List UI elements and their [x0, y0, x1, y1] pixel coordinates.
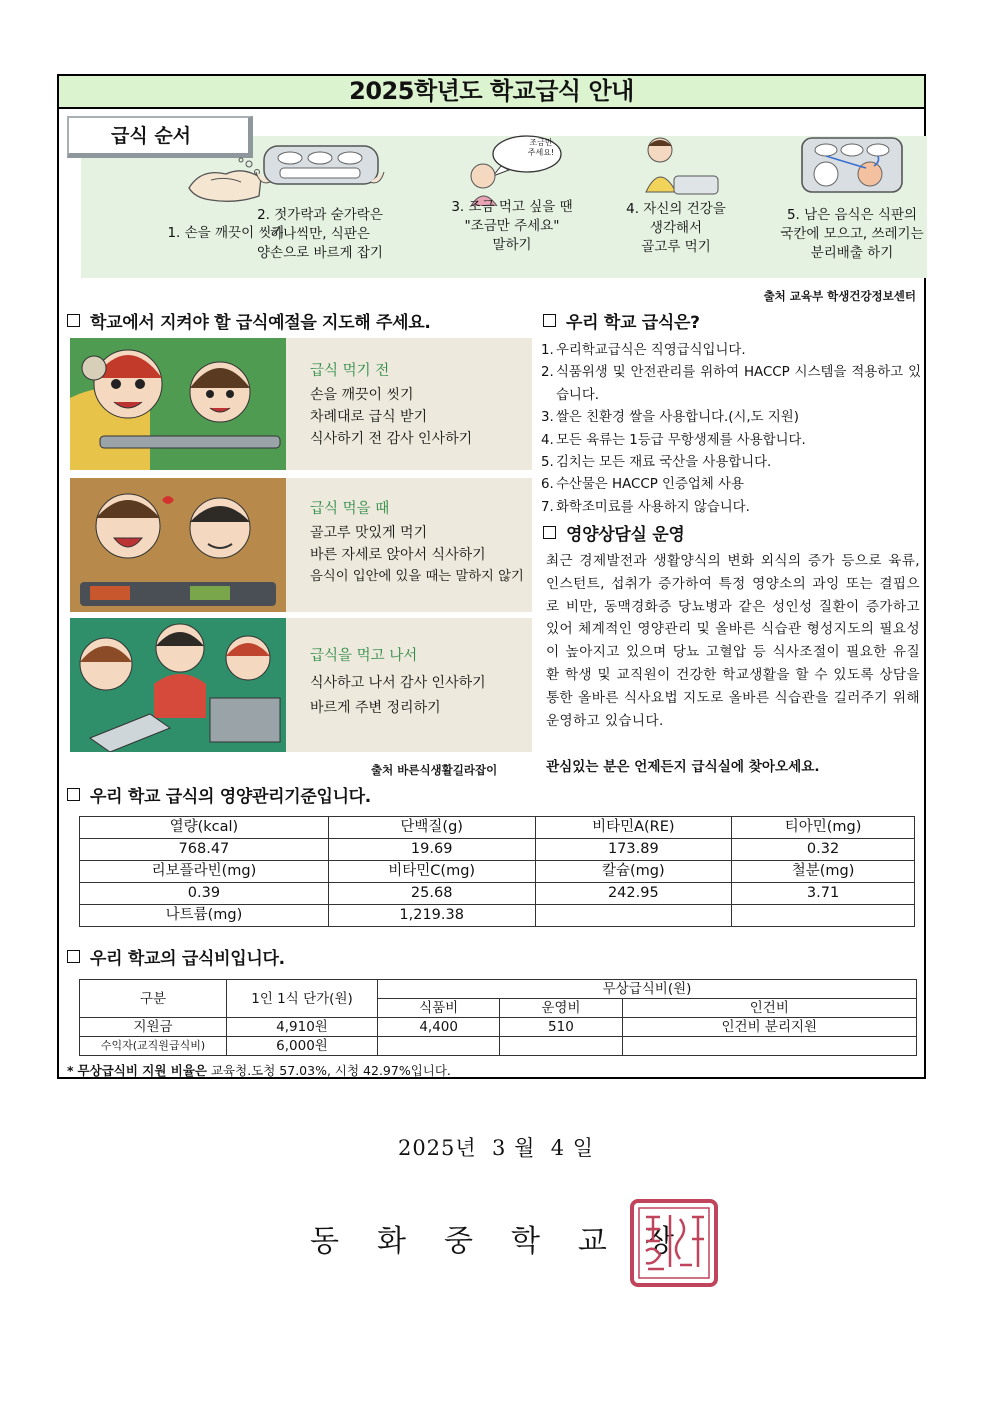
table-cell: 768.47	[80, 839, 329, 861]
table-cell: 0.32	[732, 839, 915, 861]
table-cell: 510	[500, 1018, 622, 1037]
table-cell: 인건비 분리지원	[622, 1018, 916, 1037]
table-cell	[622, 1037, 916, 1056]
table-row	[80, 1018, 917, 1037]
table-header: 식품비	[378, 999, 500, 1018]
counsel-footer: 관심있는 분은 언제든지 급식실에 찾아오세요.	[546, 759, 820, 775]
table-row	[80, 980, 917, 999]
table-row	[80, 905, 915, 927]
checkbox-square-icon	[543, 526, 556, 539]
table-header: 무상급식비(원)	[378, 980, 917, 999]
cost-heading: 우리 학교의 급식비입니다.	[67, 944, 285, 969]
etiquette-panel-before	[70, 338, 532, 470]
checkbox-square-icon	[543, 314, 556, 327]
nutrition-table	[79, 816, 915, 927]
table-cell: 1,219.38	[328, 905, 535, 927]
table-cell: 열량(kcal)	[80, 817, 329, 839]
order-step-5	[777, 134, 927, 263]
notice-frame	[57, 74, 926, 1079]
table-cell: 6,000원	[227, 1037, 378, 1056]
table-cell	[500, 1037, 622, 1056]
etiquette-during-title: 급식 먹을 때	[310, 501, 390, 517]
table-cell: 철분(mg)	[732, 861, 915, 883]
table-row	[80, 883, 915, 905]
table-cell: 3.71	[732, 883, 915, 905]
table-row	[80, 861, 915, 883]
school-seal-icon	[630, 1199, 718, 1287]
students-line-up-icon	[70, 338, 286, 470]
meal-order-heading: 급식 순서	[67, 116, 253, 158]
speech-bubble-text: 조금만 주세요!	[527, 138, 555, 157]
list-item: 3. 쌀은 친환경 쌀을 사용합니다.(시,도 지원)	[541, 410, 799, 426]
list-item: 4. 모든 육류는 1등급 무항생제를 사용합니다.	[541, 432, 806, 448]
order-step-5-text: 5. 남은 음식은 식판의 국칸에 모으고, 쓰레기는 분리배출 하기	[780, 207, 924, 261]
table-header: 인건비	[622, 999, 916, 1018]
table-row	[80, 817, 915, 839]
order-step-2-text: 2. 젓가락과 숟가락은 하나씩만, 식판은 양손으로 바르게 잡기	[257, 207, 383, 261]
tray-leftovers-icon	[792, 134, 912, 196]
etiquette-panel-after	[70, 618, 532, 752]
checkbox-square-icon	[67, 788, 80, 801]
list-item: 6. 수산물은 HACCP 인증업체 사용	[541, 477, 744, 493]
table-cell: 25.68	[328, 883, 535, 905]
etiquette-heading: 학교에서 지켜야 할 급식예절을 지도해 주세요.	[67, 308, 431, 333]
order-step-3-text: 3. 조금 먹고 싶을 땐 "조금만 주세요" 말하기	[451, 199, 573, 253]
etiquette-during-text: 급식 먹을 때 골고루 맛있게 먹기 바른 자세로 앉아서 식사하기 음식이 입안에 있을 때는 말하지 않기	[310, 498, 524, 588]
page-title: 2025학년도 학교급식 안내	[59, 76, 924, 109]
order-step-1-text: 1. 손을 깨끗이 씻기	[167, 225, 285, 241]
table-cell: 리보플라빈(mg)	[80, 861, 329, 883]
students-eating-icon	[70, 478, 286, 612]
counsel-heading: 영양상담실 운영	[543, 520, 684, 545]
issue-date: 2025년 3 월 4 일	[397, 1136, 595, 1160]
meal-cost-table	[79, 979, 917, 1056]
etiquette-before-text: 급식 먹기 전 손을 깨끗이 씻기 차례대로 급식 받기 식사하기 전 감사 인사하기	[310, 360, 472, 450]
table-cell: 4,400	[378, 1018, 500, 1037]
table-header: 운영비	[500, 999, 622, 1018]
list-item: 1. 우리학교급식은 직영급식입니다.	[541, 343, 746, 358]
table-header: 1인 1식 단가(원)	[227, 980, 378, 1018]
table-cell: 칼슘(mg)	[535, 861, 732, 883]
students-cleanup-icon	[70, 618, 286, 752]
meal-tray-icon	[250, 132, 390, 196]
table-cell: 비타민C(mg)	[328, 861, 535, 883]
etiquette-after-title: 급식을 먹고 나서	[310, 648, 418, 664]
order-source: 출처 교육부 학생건강정보센터	[763, 289, 916, 303]
checkbox-square-icon	[67, 950, 80, 963]
table-cell: 19.69	[328, 839, 535, 861]
etiquette-before-title: 급식 먹기 전	[310, 363, 390, 379]
table-cell	[535, 905, 732, 927]
etiquette-after-text: 급식을 먹고 나서 식사하고 나서 감사 인사하기 바르게 주변 정리하기	[310, 644, 486, 721]
list-item: 5. 김치는 모든 재료 국산을 사용합니다.	[541, 455, 772, 471]
table-cell: 비타민A(RE)	[535, 817, 732, 839]
our-meal-list	[541, 340, 921, 519]
etiquette-panel-during	[70, 478, 532, 612]
table-cell: 단백질(g)	[328, 817, 535, 839]
table-cell: 0.39	[80, 883, 329, 905]
table-cell: 242.95	[535, 883, 732, 905]
list-item: 2. 식품위생 및 안전관리를 위하여 HACCP 시스템을 적용하고 있습니다.	[541, 365, 921, 403]
table-cell: 173.89	[535, 839, 732, 861]
order-step-2	[245, 132, 395, 263]
nutrition-heading: 우리 학교 급식의 영양관리기준입니다.	[67, 782, 371, 807]
table-cell	[732, 905, 915, 927]
table-row	[80, 1037, 917, 1056]
table-cell: 4,910원	[227, 1018, 378, 1037]
table-header: 구분	[80, 980, 227, 1018]
table-cell	[378, 1037, 500, 1056]
list-item: 7. 화학조미료를 사용하지 않습니다.	[541, 499, 750, 515]
table-row	[80, 839, 915, 861]
table-cell: 지원금	[80, 1018, 227, 1037]
our-meal-heading: 우리 학교 급식은?	[543, 308, 700, 333]
checkbox-square-icon	[67, 314, 80, 327]
cost-footnote: * 무상급식비 지원 비율은 교육청.도청 57.03%, 시청 42.97%입니다.	[67, 1063, 451, 1078]
order-step-4	[601, 132, 751, 257]
student-eating-icon	[626, 132, 726, 206]
order-step-3	[437, 132, 587, 255]
table-cell: 수익자(교직원급식비)	[80, 1037, 227, 1056]
school-name: 동화중학교장	[310, 1224, 712, 1259]
order-step-4-text: 4. 자신의 건강을 생각해서 골고루 먹기	[626, 201, 726, 255]
table-cell: 나트륨(mg)	[80, 905, 329, 927]
counsel-text: 최근 경제발전과 생활양식의 변화 외식의 증가 등으로 육류, 인스턴트, 섭취가 증가하여 특정 영양소의 과잉 또는 결핍으로 비만, 동맥경화증 당뇨병과 같은 성인성 질환이 증가하고 있어 체계적인 영양관리 및 올바른 식습관 형성지도의 필요성이 높아지고 있으며 당뇨 고혈압 등 식사조절이 필요한 유질환 학생 및 교직원이 건강한 학교생활을 할 수 있도록 상담을 통한 올바른 식사요법 지도로 올바른 식습관을 길러주기 위해 운영하고 있습니다.	[546, 553, 920, 729]
etiquette-source: 출처 바른식생활길라잡이	[371, 763, 498, 777]
table-cell: 티아민(mg)	[732, 817, 915, 839]
